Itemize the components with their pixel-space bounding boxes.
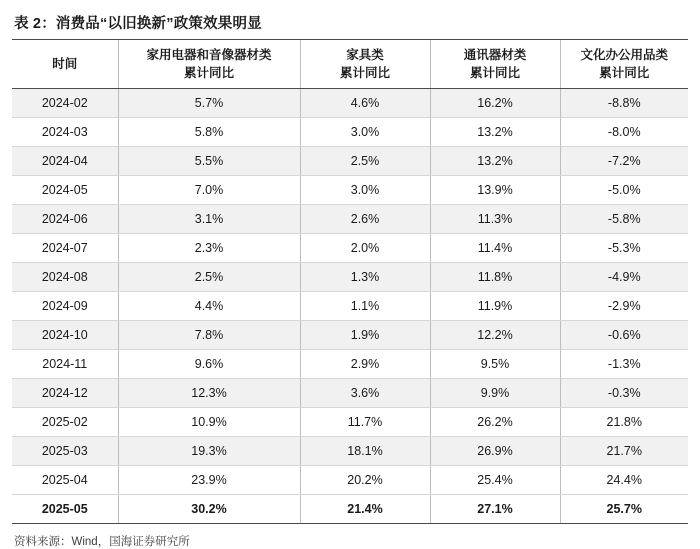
table-row: [12, 263, 688, 292]
cell-furniture: 2.5%: [300, 147, 430, 176]
table-row: [12, 321, 688, 350]
page-title: 表 2：消费品“以旧换新”政策效果明显: [14, 16, 262, 32]
cell-office-supplies: -5.8%: [560, 205, 688, 234]
table-row: [12, 350, 688, 379]
cell-office-supplies: -1.3%: [560, 350, 688, 379]
cell-time: 2024-06: [12, 205, 118, 234]
cell-communication-equipment: 12.2%: [430, 321, 560, 350]
cell-home-appliances: 23.9%: [118, 466, 300, 495]
cell-time: 2024-07: [12, 234, 118, 263]
cell-office-supplies: -8.0%: [560, 118, 688, 147]
cell-time: 2024-10: [12, 321, 118, 350]
cell-home-appliances: 4.4%: [118, 292, 300, 321]
cell-furniture: 11.7%: [300, 408, 430, 437]
cell-home-appliances: 2.3%: [118, 234, 300, 263]
cell-time: 2025-04: [12, 466, 118, 495]
cell-communication-equipment: 13.9%: [430, 176, 560, 205]
table-row-highlighted: [12, 495, 688, 524]
cell-home-appliances: 7.0%: [118, 176, 300, 205]
cell-home-appliances: 7.8%: [118, 321, 300, 350]
source-note: 资料来源：Wind，国海证券研究所: [14, 536, 190, 548]
cell-office-supplies: 25.7%: [560, 495, 688, 524]
cell-communication-equipment: 9.9%: [430, 379, 560, 408]
cell-furniture: 1.9%: [300, 321, 430, 350]
table-row: [12, 176, 688, 205]
cell-furniture: 4.6%: [300, 89, 430, 118]
cell-communication-equipment: 11.4%: [430, 234, 560, 263]
cell-time: 2025-03: [12, 437, 118, 466]
cell-communication-equipment: 11.8%: [430, 263, 560, 292]
table-row: [12, 118, 688, 147]
cell-time: 2024-11: [12, 350, 118, 379]
cell-home-appliances: 12.3%: [118, 379, 300, 408]
table-row: [12, 147, 688, 176]
cell-furniture: 3.6%: [300, 379, 430, 408]
cell-home-appliances: 9.6%: [118, 350, 300, 379]
table-row: [12, 379, 688, 408]
cell-time: 2024-04: [12, 147, 118, 176]
table-body: [12, 89, 688, 524]
cell-office-supplies: -5.3%: [560, 234, 688, 263]
table-row: [12, 466, 688, 495]
cell-home-appliances: 5.8%: [118, 118, 300, 147]
table-row: [12, 89, 688, 118]
column-header-time: 时间: [12, 40, 118, 89]
cell-furniture: 3.0%: [300, 118, 430, 147]
cell-furniture: 2.0%: [300, 234, 430, 263]
cell-time: 2025-05: [12, 495, 118, 524]
cell-office-supplies: -4.9%: [560, 263, 688, 292]
cell-communication-equipment: 9.5%: [430, 350, 560, 379]
cell-time: 2024-03: [12, 118, 118, 147]
cell-furniture: 21.4%: [300, 495, 430, 524]
cell-office-supplies: -7.2%: [560, 147, 688, 176]
cell-home-appliances: 19.3%: [118, 437, 300, 466]
cell-office-supplies: -0.6%: [560, 321, 688, 350]
table-row: [12, 234, 688, 263]
cell-furniture: 20.2%: [300, 466, 430, 495]
cell-furniture: 1.1%: [300, 292, 430, 321]
cell-office-supplies: -5.0%: [560, 176, 688, 205]
table-row: [12, 408, 688, 437]
cell-time: 2024-02: [12, 89, 118, 118]
cell-communication-equipment: 27.1%: [430, 495, 560, 524]
table-row: [12, 292, 688, 321]
cell-communication-equipment: 25.4%: [430, 466, 560, 495]
table-header: [12, 40, 688, 89]
cell-time: 2024-12: [12, 379, 118, 408]
cell-home-appliances: 5.5%: [118, 147, 300, 176]
cell-communication-equipment: 11.3%: [430, 205, 560, 234]
cell-office-supplies: 21.7%: [560, 437, 688, 466]
cell-office-supplies: -2.9%: [560, 292, 688, 321]
cell-home-appliances: 5.7%: [118, 89, 300, 118]
cell-furniture: 2.9%: [300, 350, 430, 379]
cell-furniture: 3.0%: [300, 176, 430, 205]
cell-communication-equipment: 13.2%: [430, 118, 560, 147]
cell-communication-equipment: 26.2%: [430, 408, 560, 437]
cell-office-supplies: -0.3%: [560, 379, 688, 408]
cell-time: 2025-02: [12, 408, 118, 437]
cell-time: 2024-09: [12, 292, 118, 321]
cell-time: 2024-05: [12, 176, 118, 205]
cell-time: 2024-08: [12, 263, 118, 292]
data-table: [12, 40, 688, 524]
column-header-office-supplies: 文化办公用品类 累计同比: [560, 40, 688, 89]
cell-furniture: 1.3%: [300, 263, 430, 292]
table-row: [12, 437, 688, 466]
cell-office-supplies: 21.8%: [560, 408, 688, 437]
table-header-row: [12, 40, 688, 89]
cell-home-appliances: 30.2%: [118, 495, 300, 524]
cell-communication-equipment: 13.2%: [430, 147, 560, 176]
cell-home-appliances: 2.5%: [118, 263, 300, 292]
column-header-home-appliances: 家用电器和音像器材类 累计同比: [118, 40, 300, 89]
cell-communication-equipment: 16.2%: [430, 89, 560, 118]
cell-office-supplies: -8.8%: [560, 89, 688, 118]
cell-home-appliances: 10.9%: [118, 408, 300, 437]
cell-furniture: 18.1%: [300, 437, 430, 466]
cell-furniture: 2.6%: [300, 205, 430, 234]
cell-communication-equipment: 26.9%: [430, 437, 560, 466]
column-header-furniture: 家具类 累计同比: [300, 40, 430, 89]
cell-home-appliances: 3.1%: [118, 205, 300, 234]
cell-communication-equipment: 11.9%: [430, 292, 560, 321]
column-header-communication-equipment: 通讯器材类 累计同比: [430, 40, 560, 89]
table-row: [12, 205, 688, 234]
cell-office-supplies: 24.4%: [560, 466, 688, 495]
